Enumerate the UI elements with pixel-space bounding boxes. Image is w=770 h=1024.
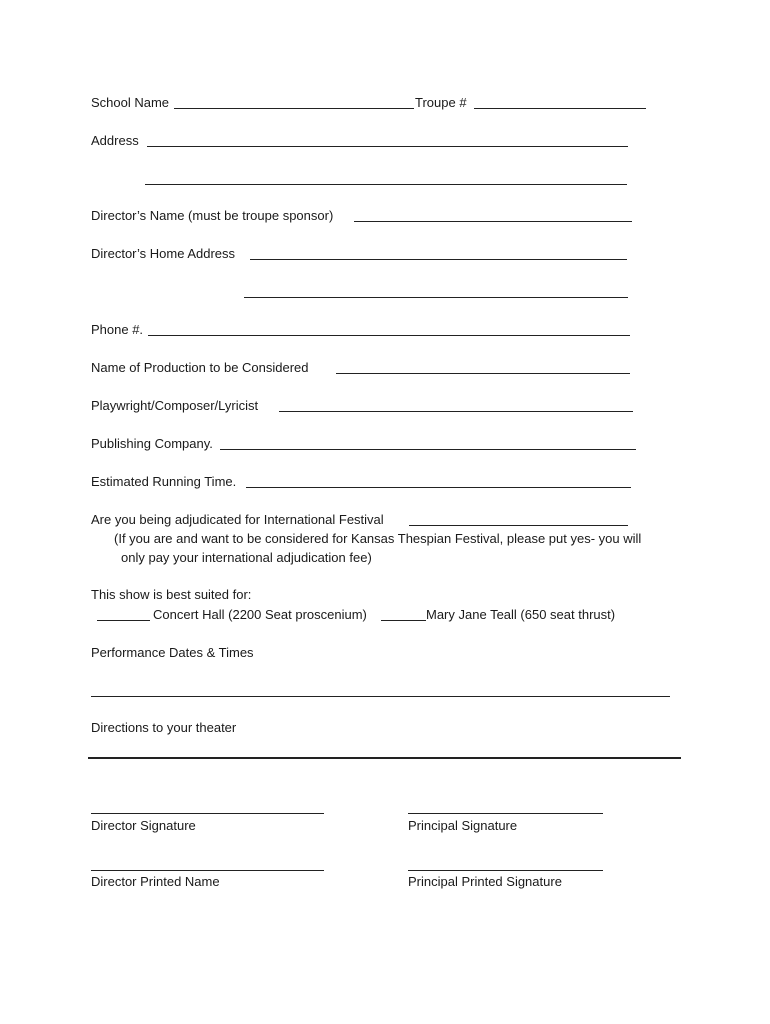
publishing-field[interactable] — [220, 449, 636, 450]
director-printed-name-field[interactable] — [91, 870, 324, 871]
playwright-label: Playwright/Composer/Lyricist — [91, 398, 259, 413]
concert-hall-field[interactable] — [97, 620, 150, 621]
director-printed-name-label: Director Printed Name — [91, 874, 220, 889]
principal-printed-signature-label: Principal Printed Signature — [408, 874, 562, 889]
address-label: Address — [91, 133, 139, 148]
playwright-field[interactable] — [279, 411, 633, 412]
running-time-field[interactable] — [246, 487, 631, 488]
running-time-label: Estimated Running Time. — [91, 474, 237, 489]
address-field-line-1[interactable] — [147, 146, 628, 147]
principal-signature-label: Principal Signature — [408, 818, 518, 833]
principal-printed-signature-field[interactable] — [408, 870, 603, 871]
international-note-line-1: (If you are and want to be considered for Kansas Thespian Festival, please put yes- you will — [114, 531, 642, 546]
international-note-line-2: only pay your international adjudication fee) — [121, 550, 372, 565]
international-field[interactable] — [409, 525, 628, 526]
production-name-field[interactable] — [336, 373, 630, 374]
production-name-label: Name of Production to be Considered — [91, 360, 309, 375]
school-name-field[interactable] — [174, 108, 414, 109]
director-home-address-label: Director’s Home Address — [91, 246, 236, 261]
director-name-field[interactable] — [354, 221, 632, 222]
international-label: Are you being adjudicated for International Festival — [91, 512, 384, 527]
director-name-label: Director’s Name (must be troupe sponsor) — [91, 208, 334, 223]
troupe-field[interactable] — [474, 108, 646, 109]
performance-field[interactable] — [91, 696, 670, 697]
concert-hall-label: Concert Hall (2200 Seat proscenium) — [153, 607, 367, 622]
principal-signature-field[interactable] — [408, 813, 603, 814]
school-name-label: School Name — [91, 95, 170, 110]
director-home-address-field-line-2[interactable] — [244, 297, 628, 298]
director-signature-field[interactable] — [91, 813, 324, 814]
publishing-label: Publishing Company. — [91, 436, 213, 451]
director-home-address-field-line-1[interactable] — [250, 259, 627, 260]
address-field-line-2[interactable] — [145, 184, 627, 185]
troupe-label: Troupe # — [415, 95, 467, 110]
director-signature-label: Director Signature — [91, 818, 196, 833]
mary-jane-field[interactable] — [381, 620, 426, 621]
performance-label: Performance Dates & Times — [91, 645, 254, 660]
directions-field[interactable] — [88, 757, 681, 759]
phone-label: Phone #. — [91, 322, 144, 337]
suited-label: This show is best suited for: — [91, 587, 252, 602]
directions-label: Directions to your theater — [91, 720, 237, 735]
mary-jane-label: Mary Jane Teall (650 seat thrust) — [426, 607, 616, 622]
phone-field[interactable] — [148, 335, 630, 336]
